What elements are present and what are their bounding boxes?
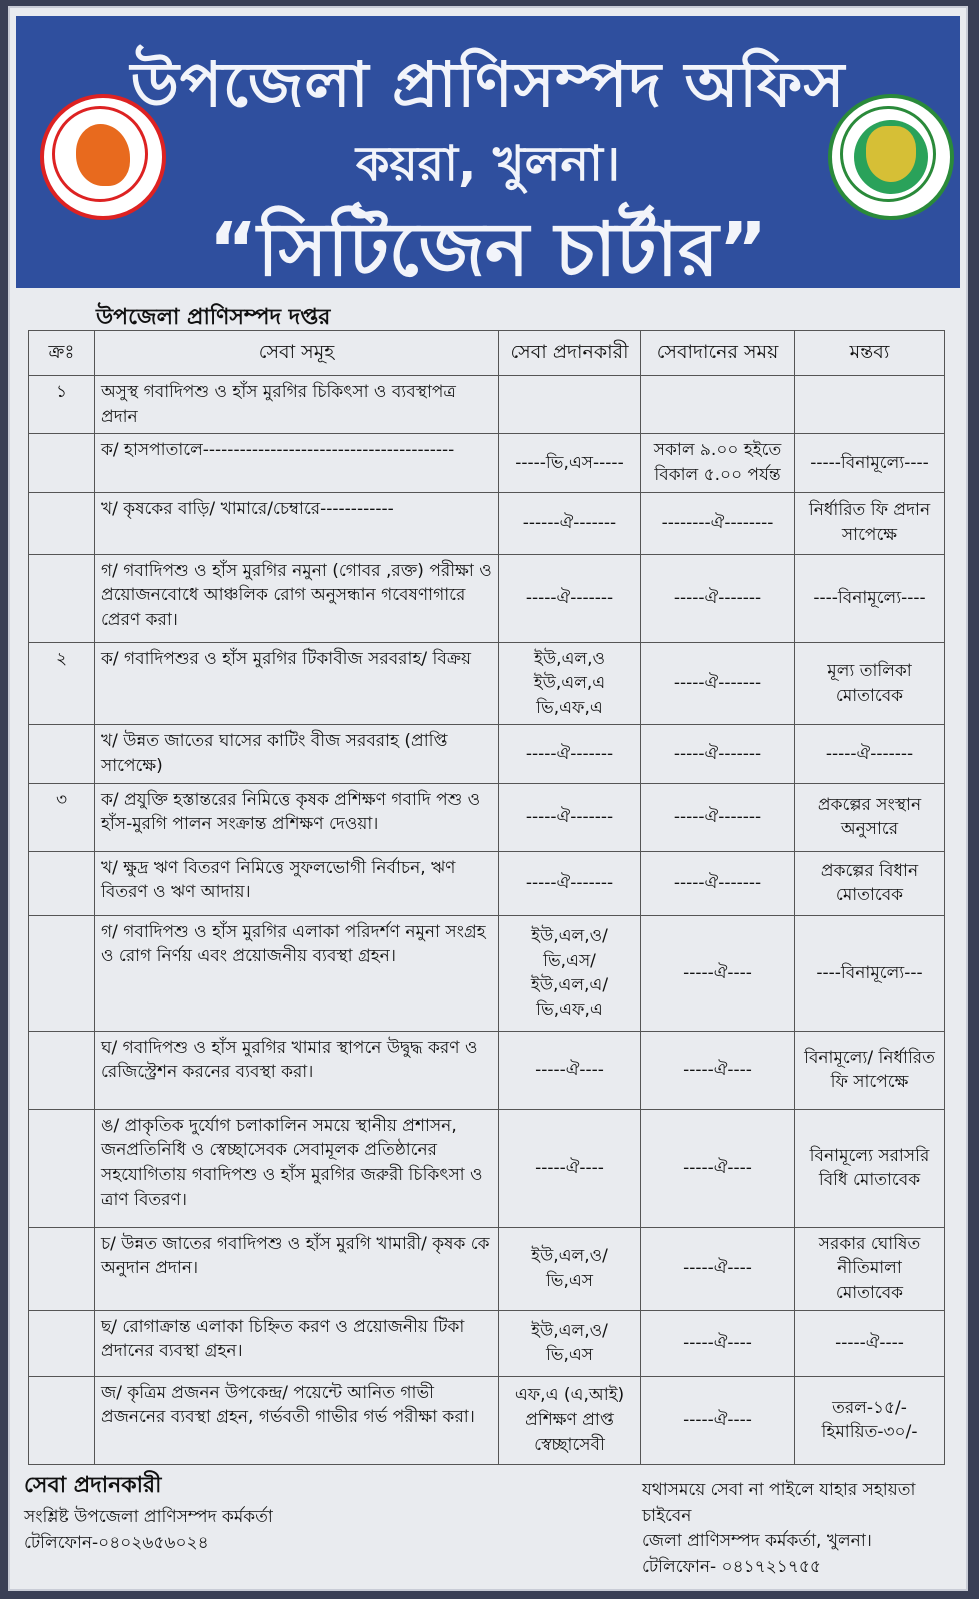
table-row: [29, 725, 945, 783]
row-serial: [29, 1227, 95, 1310]
row-time: -----ঐ-------: [641, 851, 795, 915]
row-provider: [499, 376, 641, 434]
row-provider: ইউ,এল,ও/ ভি,এস: [499, 1310, 641, 1376]
row-provider: ইউ,এল,ও/ ভি,এস/ ইউ,এল,এ/ ভি,এফ,এ: [499, 915, 641, 1031]
row-provider: -----ঐ----: [499, 1031, 641, 1109]
row-provider: -----ঐ-------: [499, 725, 641, 783]
row-provider: -----ঐ-------: [499, 554, 641, 642]
row-time: -----ঐ----: [641, 1310, 795, 1376]
row-service: ক/ হাসপাতালে-----------------------------------------: [95, 434, 499, 492]
row-time: -----ঐ-------: [641, 554, 795, 642]
footer-provider-officer: সংশ্লিষ্ট উপজেলা প্রাণিসম্পদ কর্মকর্তা: [24, 1507, 273, 1527]
row-service: খ/ কৃষকের বাড়ি/ খামারে/চেম্বারে------------: [95, 492, 499, 554]
table-row: [29, 1031, 945, 1109]
row-remark: প্রকল্পের সংস্থান অনুসারে: [795, 783, 945, 851]
row-service: ঘ/ গবাদিপশু ও হাঁস মুরগির খামার স্থাপনে উদ্বুদ্ধ করণ ও রেজিস্ট্রেশন করনের ব্যবস্থা করা।: [95, 1031, 499, 1109]
row-provider: -----ঐ-------: [499, 783, 641, 851]
charter-title: “সিটিজেন চার্টার”: [208, 207, 768, 293]
row-service: গ/ গবাদিপশু ও হাঁস মুরগির নমুনা (গোবর ,রক্ত) পরীক্ষা ও প্রয়োজনবোধে আঞ্চলিক রোগ অনুসন্ধান গবেষণাগারে প্রেরণ করা।: [95, 554, 499, 642]
row-serial: ২: [29, 642, 95, 725]
row-serial: [29, 1310, 95, 1376]
row-remark: বিনামূল্যে সরাসরি বিধি মোতাবেক: [795, 1109, 945, 1227]
row-serial: [29, 1376, 95, 1464]
col-provider: সেবা প্রদানকারী: [499, 331, 641, 376]
row-provider: ইউ,এল,ও/ ভি,এস: [499, 1227, 641, 1310]
row-serial: ১: [29, 376, 95, 434]
footer-provider-phone: টেলিফোন-০৪০২৬৫৬০২৪: [24, 1532, 209, 1553]
row-provider: -----ঐ----: [499, 1109, 641, 1227]
row-time: -----ঐ-------: [641, 783, 795, 851]
office-title: উপজেলা প্রাণিসম্পদ অফিস: [130, 48, 846, 121]
row-remark: প্রকল্পের বিধান মোতাবেক: [795, 851, 945, 915]
row-time: -----ঐ----: [641, 1109, 795, 1227]
row-service: ক/ প্রযুক্তি হস্তান্তরের নিমিত্তে কৃষক প্রশিক্ষণ গবাদি পশু ও হাঁস-মুরগি পালন সংক্রান্ত প্রশিক্ষণ দেওয়া।: [95, 783, 499, 851]
row-remark: ----বিনামূল্যে---: [795, 915, 945, 1031]
table-row: [29, 783, 945, 851]
footer-escalation-officer: জেলা প্রাণিসম্পদ কর্মকর্তা, খুলনা।: [642, 1531, 872, 1551]
row-service: ঙ/ প্রাকৃতিক দুর্যোগ চলাকালিন সময়ে স্থানীয় প্রশাসন, জনপ্রতিনিধি ও স্বেচ্ছাসেবক সেবামূলক প্রতিষ্ঠানের সহযোগিতায় গবাদিপশু ও হাঁস মুরগির জরুরী চিকিৎসা ও ত্রাণ বিতরণ।: [95, 1109, 499, 1227]
table-row: [29, 1310, 945, 1376]
row-provider: -----ভি,এস-----: [499, 434, 641, 492]
table-row: [29, 1109, 945, 1227]
row-service: ক/ গবাদিপশুর ও হাঁস মুরগির টিকাবীজ সরবরাহ/ বিক্রয়: [95, 642, 499, 725]
row-time: --------ঐ--------: [641, 492, 795, 554]
table-row: [29, 642, 945, 725]
footer-escalation: [642, 1478, 962, 1580]
col-time: সেবাদানের সময়: [641, 331, 795, 376]
row-service: ছ/ রোগাক্রান্ত এলাকা চিহ্নিত করণ ও প্রয়োজনীয় টিকা প্রদানের ব্যবস্থা গ্রহন।: [95, 1310, 499, 1376]
table-row: [29, 376, 945, 434]
table-row: [29, 1376, 945, 1464]
row-remark: [795, 376, 945, 434]
row-time: সকাল ৯.০০ হইতে বিকাল ৫.০০ পর্যন্ত: [641, 434, 795, 492]
row-remark: -----বিনামূল্যে----: [795, 434, 945, 492]
department-subheading: উপজেলা প্রাণিসম্পদ দপ্তর: [96, 305, 331, 330]
row-remark: মূল্য তালিকা মোতাবেক: [795, 642, 945, 725]
row-remark: সরকার ঘোষিত নীতিমালা মোতাবেক: [795, 1227, 945, 1310]
table-row: [29, 1227, 945, 1310]
office-location: কয়রা, খুলনা।: [355, 136, 621, 192]
row-remark: ----বিনামূল্যে----: [795, 554, 945, 642]
table-row: [29, 492, 945, 554]
table-row: [29, 851, 945, 915]
row-service: খ/ ক্ষুদ্র ঋণ বিতরণ নিমিত্তে সুফলভোগী নির্বাচন, ঋণ বিতরণ ও ঋণ আদায়।: [95, 851, 499, 915]
col-serial: ক্রঃ: [29, 331, 95, 376]
row-provider: এফ,এ (এ,আই) প্রশিক্ষণ প্রাপ্ত স্বেচ্ছাসেবী: [499, 1376, 641, 1464]
row-remark: -----ঐ----: [795, 1310, 945, 1376]
footer-provider: [24, 1468, 273, 1556]
table-row: [29, 554, 945, 642]
row-provider: -----ঐ-------: [499, 851, 641, 915]
row-time: -----ঐ-------: [641, 642, 795, 725]
footer-escalation-phone: টেলিফোন- ০৪১৭২১৭৫৫: [642, 1556, 821, 1577]
row-remark: বিনামূল্যে/ নির্ধারিত ফি সাপেক্ষে: [795, 1031, 945, 1109]
row-serial: [29, 725, 95, 783]
row-provider: ------ঐ-------: [499, 492, 641, 554]
row-serial: [29, 1109, 95, 1227]
col-services: সেবা সমূহ: [95, 331, 499, 376]
row-time: -----ঐ----: [641, 1031, 795, 1109]
citizen-charter-board: [8, 6, 968, 1591]
table-row: [29, 915, 945, 1031]
services-table: [28, 330, 945, 1465]
row-remark: -----ঐ-------: [795, 725, 945, 783]
row-time: -----ঐ----: [641, 1227, 795, 1310]
row-remark: নির্ধারিত ফি প্রদান সাপেক্ষে: [795, 492, 945, 554]
col-remark: মন্তব্য: [795, 331, 945, 376]
row-remark: তরল-১৫/- হিমায়িত-৩০/-: [795, 1376, 945, 1464]
row-serial: [29, 1031, 95, 1109]
row-serial: [29, 434, 95, 492]
row-service: চ/ উন্নত জাতের গবাদিপশু ও হাঁস মুরগি খামারী/ কৃষক কে অনুদান প্রদান।: [95, 1227, 499, 1310]
row-service: জ/ কৃত্রিম প্রজনন উপকেন্দ্র/ পয়েন্টে আনিত গাভী প্রজননের ব্যবস্থা গ্রহন, গর্ভবতী গাভীর গর্ভ পরীক্ষা করা।: [95, 1376, 499, 1464]
row-time: -----ঐ-------: [641, 725, 795, 783]
row-time: -----ঐ----: [641, 915, 795, 1031]
row-serial: ৩: [29, 783, 95, 851]
row-serial: [29, 851, 95, 915]
header-banner: [16, 16, 960, 293]
row-service: অসুস্থ গবাদিপশু ও হাঁস মুরগির চিকিৎসা ও ব্যবস্থাপত্র প্রদান: [95, 376, 499, 434]
row-serial: [29, 492, 95, 554]
table-row: [29, 434, 945, 492]
footer-provider-title: সেবা প্রদানকারী: [24, 1473, 162, 1498]
row-serial: [29, 915, 95, 1031]
table-header-row: [29, 331, 945, 376]
row-service: খ/ উন্নত জাতের ঘাসের কাটিং বীজ সরবরাহ (প্রাপ্তি সাপেক্ষে): [95, 725, 499, 783]
row-serial: [29, 554, 95, 642]
row-time: [641, 376, 795, 434]
row-provider: ইউ,এল,ও ইউ,এল,এ ভি,এফ,এ: [499, 642, 641, 725]
row-service: গ/ গবাদিপশু ও হাঁস মুরগির এলাকা পরিদর্শণ নমুনা সংগ্রহ ও রোগ নির্ণয় এবং প্রয়োজনীয় ব্যবস্থা গ্রহন।: [95, 915, 499, 1031]
row-time: -----ঐ----: [641, 1376, 795, 1464]
footer-escalation-note: যথাসময়ে সেবা না পাইলে যাহার সহায়তা চাইবেন: [642, 1480, 916, 1526]
